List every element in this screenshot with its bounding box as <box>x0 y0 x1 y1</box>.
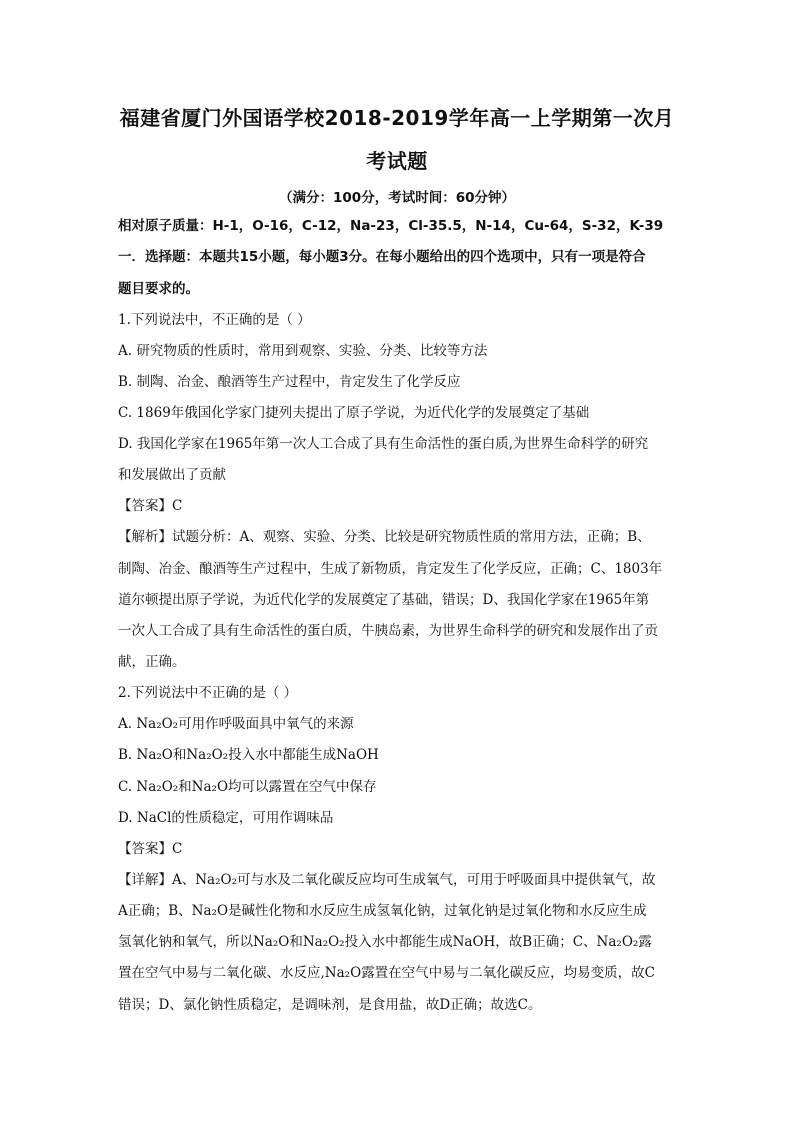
question-1-option-a: A. 研究物质的性质时，常用到观察、实验、分类、比较等方法 <box>118 343 488 359</box>
page-title-line1: 福建省厦门外国语学校2018-2019学年高一上学期第一次月 <box>119 106 675 130</box>
page-title-line2: 考试题 <box>366 149 428 173</box>
section-heading-line1: 一．选择题：本题共15小题，每小题3分。在每小题给出的四个选项中，只有一项是符合 <box>118 249 646 265</box>
section-heading-line2: 题目要求的。 <box>118 281 199 297</box>
question-1-explanation-line5: 献，正确。 <box>118 654 186 670</box>
question-2-explanation-line2: A正确；B、Na₂O是碱性化物和水反应生成氢氧化钠，过氧化钠是过氧化物和水反应生成 <box>118 903 647 919</box>
question-1-explanation-line2: 制陶、冶金、酿酒等生产过程中，生成了新物质，肯定发生了化学反应，正确；C、1803年 <box>118 561 663 577</box>
question-2-explanation-line3: 氢氧化钠和氧气，所以Na₂O和Na₂O₂投入水中都能生成NaOH，故B正确；C、Na₂O₂露 <box>118 934 652 950</box>
question-2-option-a: A. Na₂O₂可用作呼吸面具中氧气的来源 <box>118 716 354 732</box>
question-2-answer: 【答案】C <box>118 841 183 857</box>
question-2-option-c: C. Na₂O₂和Na₂O均可以露置在空气中保存 <box>118 779 377 795</box>
exam-info: （满分：100分，考试时间：60分钟） <box>279 190 515 206</box>
question-2-option-b: B. Na₂O和Na₂O₂投入水中都能生成NaOH <box>118 747 379 763</box>
question-1-option-d-line1: D. 我国化学家在1965年第一次人工合成了具有生命活性的蛋白质,为世界生命科学的研究 <box>118 436 649 452</box>
question-2-option-d: D. NaCl的性质稳定，可用作调味品 <box>118 810 334 826</box>
atomic-masses: 相对原子质量：H-1，O-16，C-12，Na-23，Cl-35.5，N-14，Cu-64，S-32，K-39 <box>118 218 664 234</box>
question-2-explanation-line4: 置在空气中易与二氧化碳、水反应,Na₂O露置在空气中易与二氧化碳反应，均易变质，故C <box>118 965 655 981</box>
question-2-stem: 2.下列说法中不正确的是（ ） <box>118 685 298 701</box>
question-1-explanation-line4: 一次人工合成了具有生命活性的蛋白质，牛胰岛素，为世界生命科学的研究和发展作出了贡 <box>118 623 658 639</box>
question-1-option-b: B. 制陶、冶金、酿酒等生产过程中，肯定发生了化学反应 <box>118 374 461 390</box>
question-1-stem: 1.下列说法中，不正确的是（ ） <box>118 312 311 328</box>
question-2-explanation-line5: 错误；D、氯化钠性质稳定，是调味剂，是食用盐，故D正确；故选C。 <box>118 997 542 1013</box>
question-1-explanation-line3: 道尔顿提出原子学说，为近代化学的发展奠定了基础，错误；D、我国化学家在1965年第 <box>118 592 650 608</box>
question-1-option-d-line2: 和发展做出了贡献 <box>118 467 226 483</box>
question-1-option-c: C. 1869年俄国化学家门捷列夫提出了原子学说，为近代化学的发展奠定了基础 <box>118 405 590 421</box>
question-1-answer: 【答案】C <box>118 498 183 514</box>
question-1-explanation-line1: 【解析】试题分析：A、观察、实验、分类、比较是研究物质性质的常用方法，正确；B、 <box>118 529 651 545</box>
question-2-explanation-line1: 【详解】A、Na₂O₂可与水及二氧化碳反应均可生成氧气，可用于呼吸面具中提供氧气，故 <box>118 872 656 888</box>
